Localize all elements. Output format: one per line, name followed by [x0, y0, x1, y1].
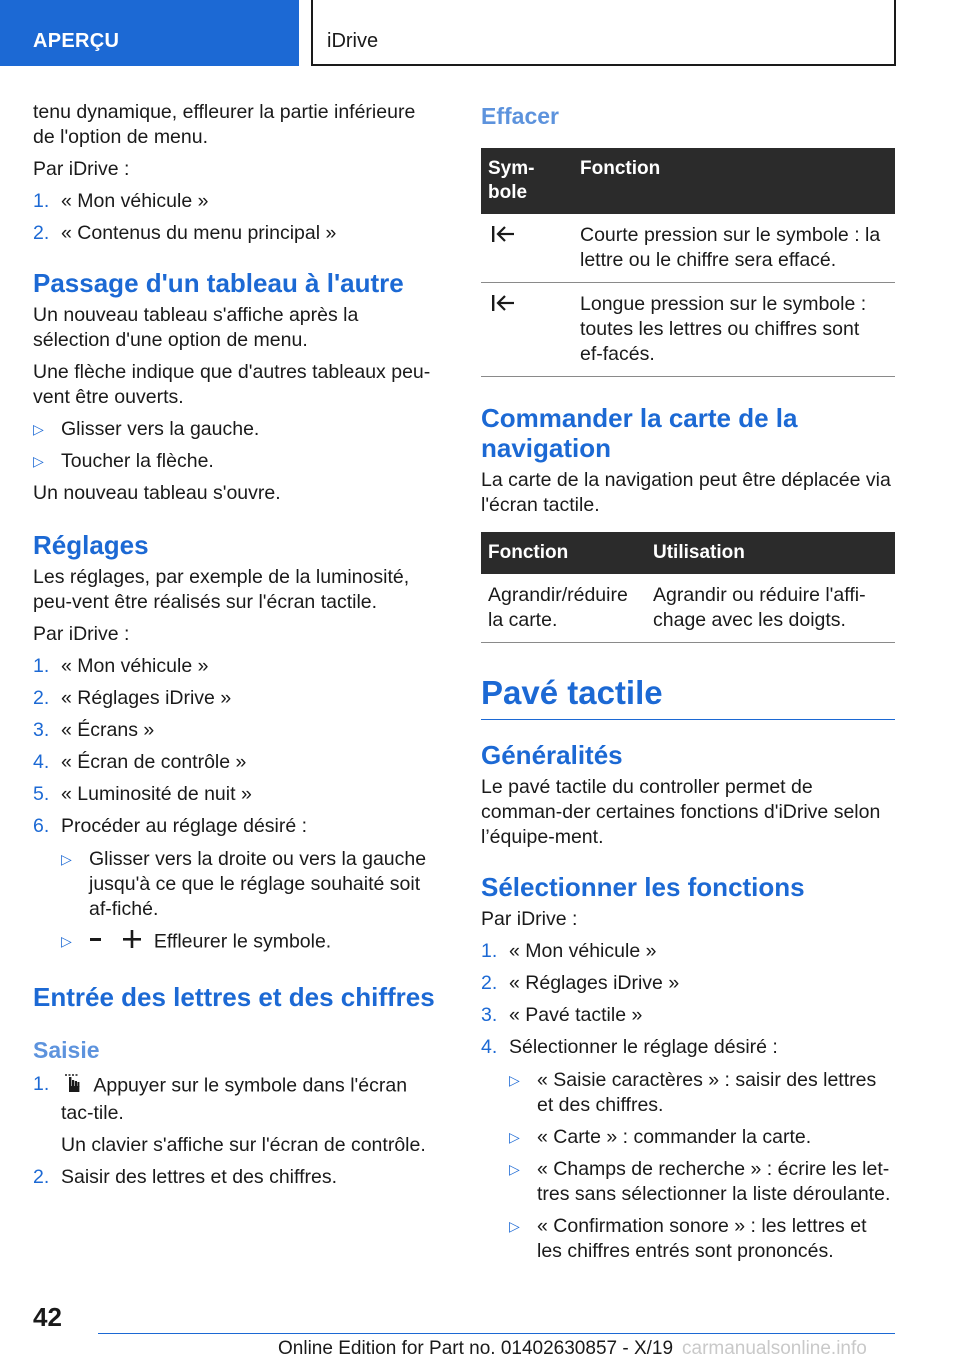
paragraph: Les réglages, par exemple de la luminosité, peu-vent être réalisés sur l'écran tactile. — [33, 566, 410, 613]
triangle-bullet-icon: ▷ — [33, 421, 44, 437]
paragraph: tenu dynamique, effleurer la partie inférieure de l'option de menu. — [33, 101, 416, 148]
list-item: ▷ Effleurer le symbole. — [61, 929, 439, 956]
list-subtext: Un clavier s'affiche sur l'écran de contrôle. — [61, 1134, 426, 1156]
list-text: Glisser vers la gauche. — [61, 418, 260, 440]
table-header: Sym-bole — [481, 148, 573, 214]
table-row — [481, 283, 895, 377]
right-column — [481, 100, 895, 1271]
paragraph: La carte de la navigation peut être déplacée via l'écran tactile. — [481, 469, 891, 516]
list-item: ▷ « Champs de recherche » : écrire les let-tres sans sélectionner la liste déroulante. — [509, 1158, 891, 1205]
table-cell: Agrandir ou réduire l'affi-chage avec les doigts. — [646, 574, 895, 643]
list-item: 1. « Mon véhicule » — [481, 940, 657, 962]
section-heading: Passage d'un tableau à l'autre — [33, 268, 404, 298]
table-header: Fonction — [481, 532, 646, 574]
delete-backspace-icon — [488, 292, 518, 316]
topic-tab: iDrive — [311, 0, 896, 66]
list-number: 2. — [33, 222, 50, 244]
numbered-list — [33, 1072, 439, 1190]
list-item: ▷ « Saisie caractères » : saisir des lettres et des chiffres. — [509, 1069, 877, 1116]
paragraph: Une flèche indique que d'autres tableaux peu-vent être ouverts. — [33, 361, 431, 408]
paragraph: Un nouveau tableau s'affiche après la sélection d'une option de menu. — [33, 304, 359, 351]
list-item: 5. « Luminosité de nuit » — [33, 783, 252, 805]
paragraph: Par iDrive : — [33, 158, 130, 180]
list-text: « Contenus du menu principal » — [61, 222, 337, 244]
list-item: 4. « Écran de contrôle » — [33, 751, 247, 773]
triangle-bullet-icon: ▷ — [509, 1218, 520, 1234]
table-cell: Courte pression sur le symbole : la lettre ou le chiffre sera effacé. — [573, 214, 895, 283]
numbered-list — [33, 189, 439, 246]
watermark: carmanualsonline.info — [682, 1338, 867, 1359]
list-item — [33, 221, 439, 246]
table-header: Fonction — [573, 148, 895, 214]
table-cell: Longue pression sur le symbole : toutes les lettres ou chiffres sont ef-facés. — [573, 283, 895, 377]
page-number: 42 — [33, 1302, 62, 1332]
footer-edition: Online Edition for Part no. 01402630857 - X/19 — [278, 1338, 674, 1359]
section-heading: Sélectionner les fonctions — [481, 872, 805, 902]
list-text: « Mon véhicule » — [61, 190, 209, 212]
table-cell: Agrandir/réduire la carte. — [481, 574, 646, 643]
numbered-list — [481, 939, 895, 1264]
triangle-bullet-icon: ▷ — [61, 851, 72, 867]
effacer-table — [481, 148, 895, 377]
list-item: 2. Saisir des lettres et des chiffres. — [33, 1166, 338, 1188]
triangle-bullet-icon: ▷ — [509, 1129, 520, 1145]
list-item: 4. Sélectionner le réglage désiré : ▷ « Saisie caractères » : saisir des lettres et des chiffres. ▷ « Carte » : commander la carte. ▷ « Champs de recherche » : écrire les let-tres sans sélectionner la liste déroulante. ▷ « Confirmation sonore » : les lettres et les chiffres entrés sont prononcés. — [481, 1035, 895, 1264]
paragraph: Un nouveau tableau s'ouvre. — [33, 482, 281, 504]
list-item: 6. Procéder au réglage désiré : ▷ Glisser vers la droite ou vers la gauche jusqu'à ce que le réglage souhaité soit af-fiché. ▷ Effleurer le symbole. — [33, 814, 439, 956]
list-item: 3. « Écrans » — [33, 719, 155, 741]
page-header — [0, 0, 960, 66]
list-item: ▷ Glisser vers la droite ou vers la gauche jusqu'à ce que le réglage souhaité soit af-fiché. — [61, 848, 427, 920]
section-heading: Commander la carte de la navigation — [481, 403, 798, 463]
table-header: Utilisation — [646, 532, 895, 574]
section-heading: Généralités — [481, 740, 623, 770]
bullet-list — [61, 847, 439, 956]
numbered-list — [33, 654, 439, 956]
list-item — [33, 417, 439, 442]
left-column — [33, 100, 439, 1197]
triangle-bullet-icon: ▷ — [61, 933, 72, 949]
carte-table — [481, 532, 895, 643]
list-number: 1. — [33, 190, 50, 212]
list-item: 2. « Réglages iDrive » — [481, 972, 680, 994]
paragraph: Par iDrive : — [33, 623, 130, 645]
triangle-bullet-icon: ▷ — [509, 1072, 520, 1088]
list-text: Toucher la flèche. — [61, 450, 214, 472]
paragraph: Par iDrive : — [481, 908, 578, 930]
list-item: 1. « Mon véhicule » — [33, 655, 209, 677]
list-item: 1. Appuyer sur le symbole dans l'écran tac-tile. Un clavier s'affiche sur l'écran de contrôle. — [33, 1072, 439, 1158]
section-heading: Réglages — [33, 530, 149, 560]
bullet-list — [33, 417, 439, 474]
table-row — [481, 574, 895, 643]
minus-icon — [89, 929, 103, 956]
list-item: 3. « Pavé tactile » — [481, 1004, 643, 1026]
list-item: ▷ « Carte » : commander la carte. — [509, 1126, 812, 1148]
paragraph: Le pavé tactile du controller permet de comman-der certaines fonctions d'iDrive selon l’équipe-ment. — [481, 776, 881, 848]
subsection-heading: Saisie — [33, 1037, 100, 1063]
table-row — [481, 214, 895, 283]
footer-divider — [98, 1333, 895, 1334]
list-item — [33, 189, 439, 214]
subsection-heading: Effacer — [481, 103, 559, 129]
bullet-list — [509, 1068, 895, 1264]
section-heading: Entrée des lettres et des chiffres — [33, 982, 435, 1012]
touch-hand-icon — [61, 1072, 83, 1101]
section-tab: APERÇU — [0, 0, 299, 66]
delete-backspace-icon — [488, 223, 518, 247]
list-item: ▷ « Confirmation sonore » : les lettres et les chiffres entrés sont prononcés. — [509, 1215, 867, 1262]
list-item — [33, 449, 439, 474]
triangle-bullet-icon: ▷ — [509, 1161, 520, 1177]
list-item: 2. « Réglages iDrive » — [33, 687, 232, 709]
plus-icon — [122, 929, 142, 956]
chapter-heading: Pavé tactile — [481, 673, 895, 720]
triangle-bullet-icon: ▷ — [33, 453, 44, 469]
